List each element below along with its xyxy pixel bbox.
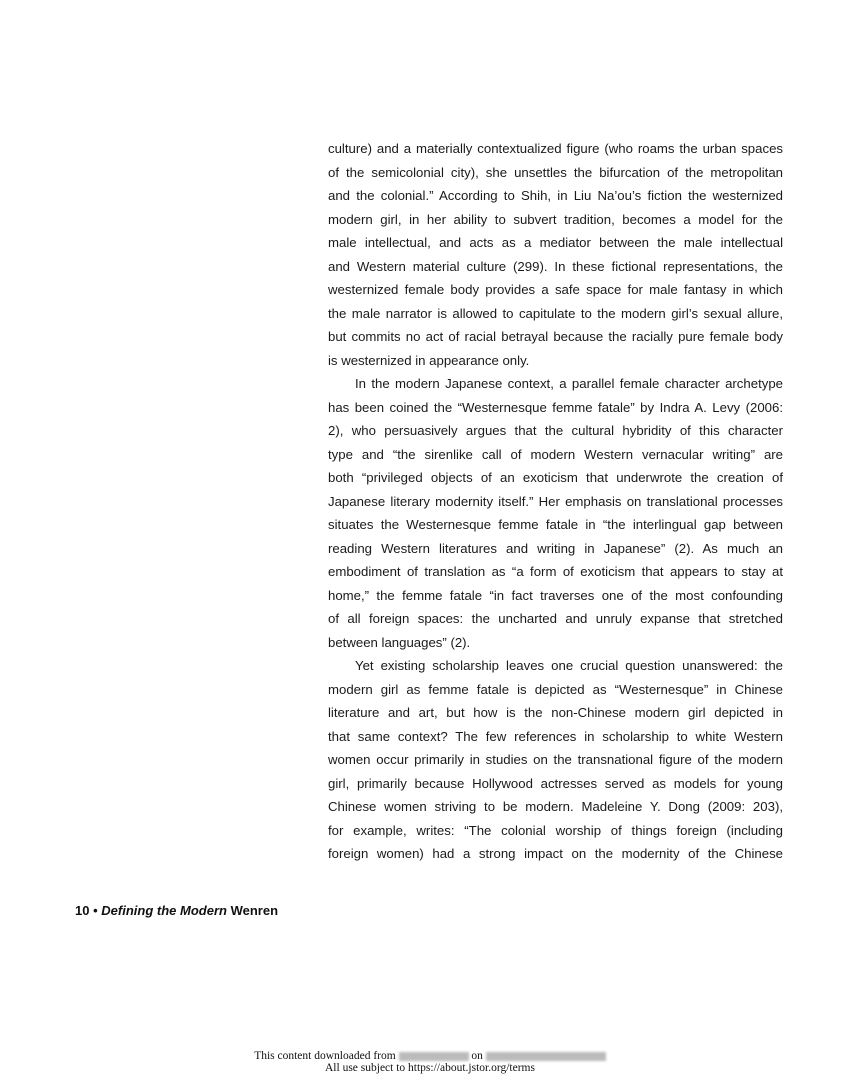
paragraph — [328, 372, 783, 654]
text-line: male intellectual, and acts as a mediator between the male intellectual — [328, 235, 783, 250]
page-number: 10 — [75, 903, 90, 918]
text-line: and Western material culture (299). In these fictional representations, the — [328, 258, 783, 274]
text-line: has been coined the “Westernesque femme fatale” by Indra A. Levy (2006: — [328, 399, 783, 415]
download-prefix: This content downloaded from — [254, 1050, 396, 1062]
text-line: modern girl, in her ability to subvert tradition, becomes a model for the — [328, 211, 783, 227]
text-line: women occur primarily in studies on the transnational figure of the modern — [328, 752, 783, 767]
text-line: embodiment of translation as “a form of exoticism that appears to stay at — [328, 564, 783, 579]
text-line: and the colonial.” According to Shih, in Liu Na’ou’s fiction the westernized — [328, 188, 783, 203]
text-line: girl, primarily because Hollywood actresses served as models for young — [328, 775, 783, 791]
text-line: foreign women) had a strong impact on the modernity of the Chinese — [328, 846, 783, 861]
book-title-italic: Defining the Modern — [101, 903, 227, 918]
text-line: that same context? The few references in scholarship to white Western — [328, 728, 783, 744]
text-line: literature and art, but how is the non-Chinese modern girl depicted in — [328, 705, 783, 720]
text-line: home,” the femme fatale “in fact traverses one of the most confounding — [328, 587, 783, 603]
text-line: is westernized in appearance only. — [328, 352, 530, 368]
text-line: between languages” (2). — [328, 634, 471, 650]
paragraph — [328, 654, 783, 866]
text-line: westernized female body provides a safe space for male fantasy in which — [328, 282, 783, 297]
download-line — [0, 1050, 860, 1062]
text-line: Chinese women striving to be modern. Madeleine Y. Dong (2009: 203), — [328, 799, 783, 814]
text-line: modern girl as femme fatale is depicted as “Westernesque” in Chinese — [328, 681, 783, 697]
text-line: of all foreign spaces: the uncharted and unruly expanse that stretched — [328, 611, 783, 626]
text-line: reading Western literatures and writing in Japanese” (2). As much an — [328, 540, 783, 556]
book-title-roman: Wenren — [230, 903, 279, 918]
text-line: of the semicolonial city), she unsettles the bifurcation of the metropolitan — [328, 164, 783, 180]
text-line: Japanese literary modernity itself.” Her emphasis on translational processes — [328, 493, 783, 509]
body-text — [328, 137, 783, 866]
text-line: both “privileged objects of an exoticism that underwrote the creation of — [328, 470, 783, 485]
text-line: culture) and a materially contextualized figure (who roams the urban spaces — [328, 141, 783, 156]
download-on: on — [471, 1050, 483, 1062]
footer-bullet: • — [93, 903, 98, 918]
text-line: In the modern Japanese context, a parallel female character archetype — [355, 376, 783, 391]
terms-line: All use subject to https://about.jstor.org/terms — [325, 1062, 535, 1074]
text-line: type and “the sirenlike call of modern Western vernacular writing” are — [328, 446, 783, 462]
redacted-timestamp — [486, 1052, 606, 1061]
jstor-notice — [0, 1050, 860, 1074]
text-line: situates the Westernesque femme fatale in “the interlingual gap between — [328, 517, 783, 532]
paragraph — [328, 137, 783, 372]
redacted-ip — [399, 1052, 469, 1061]
text-line: Yet existing scholarship leaves one crucial question unanswered: the — [355, 658, 783, 673]
text-line: the male narrator is allowed to capitulate to the modern girl’s sexual allure, — [328, 305, 783, 321]
text-line: for example, writes: “The colonial worship of things foreign (including — [328, 822, 783, 838]
running-footer — [75, 903, 278, 918]
text-line: but commits no act of racial betrayal because the racially pure female body — [328, 329, 783, 344]
text-line: 2), who persuasively argues that the cultural hybridity of this character — [328, 423, 783, 438]
